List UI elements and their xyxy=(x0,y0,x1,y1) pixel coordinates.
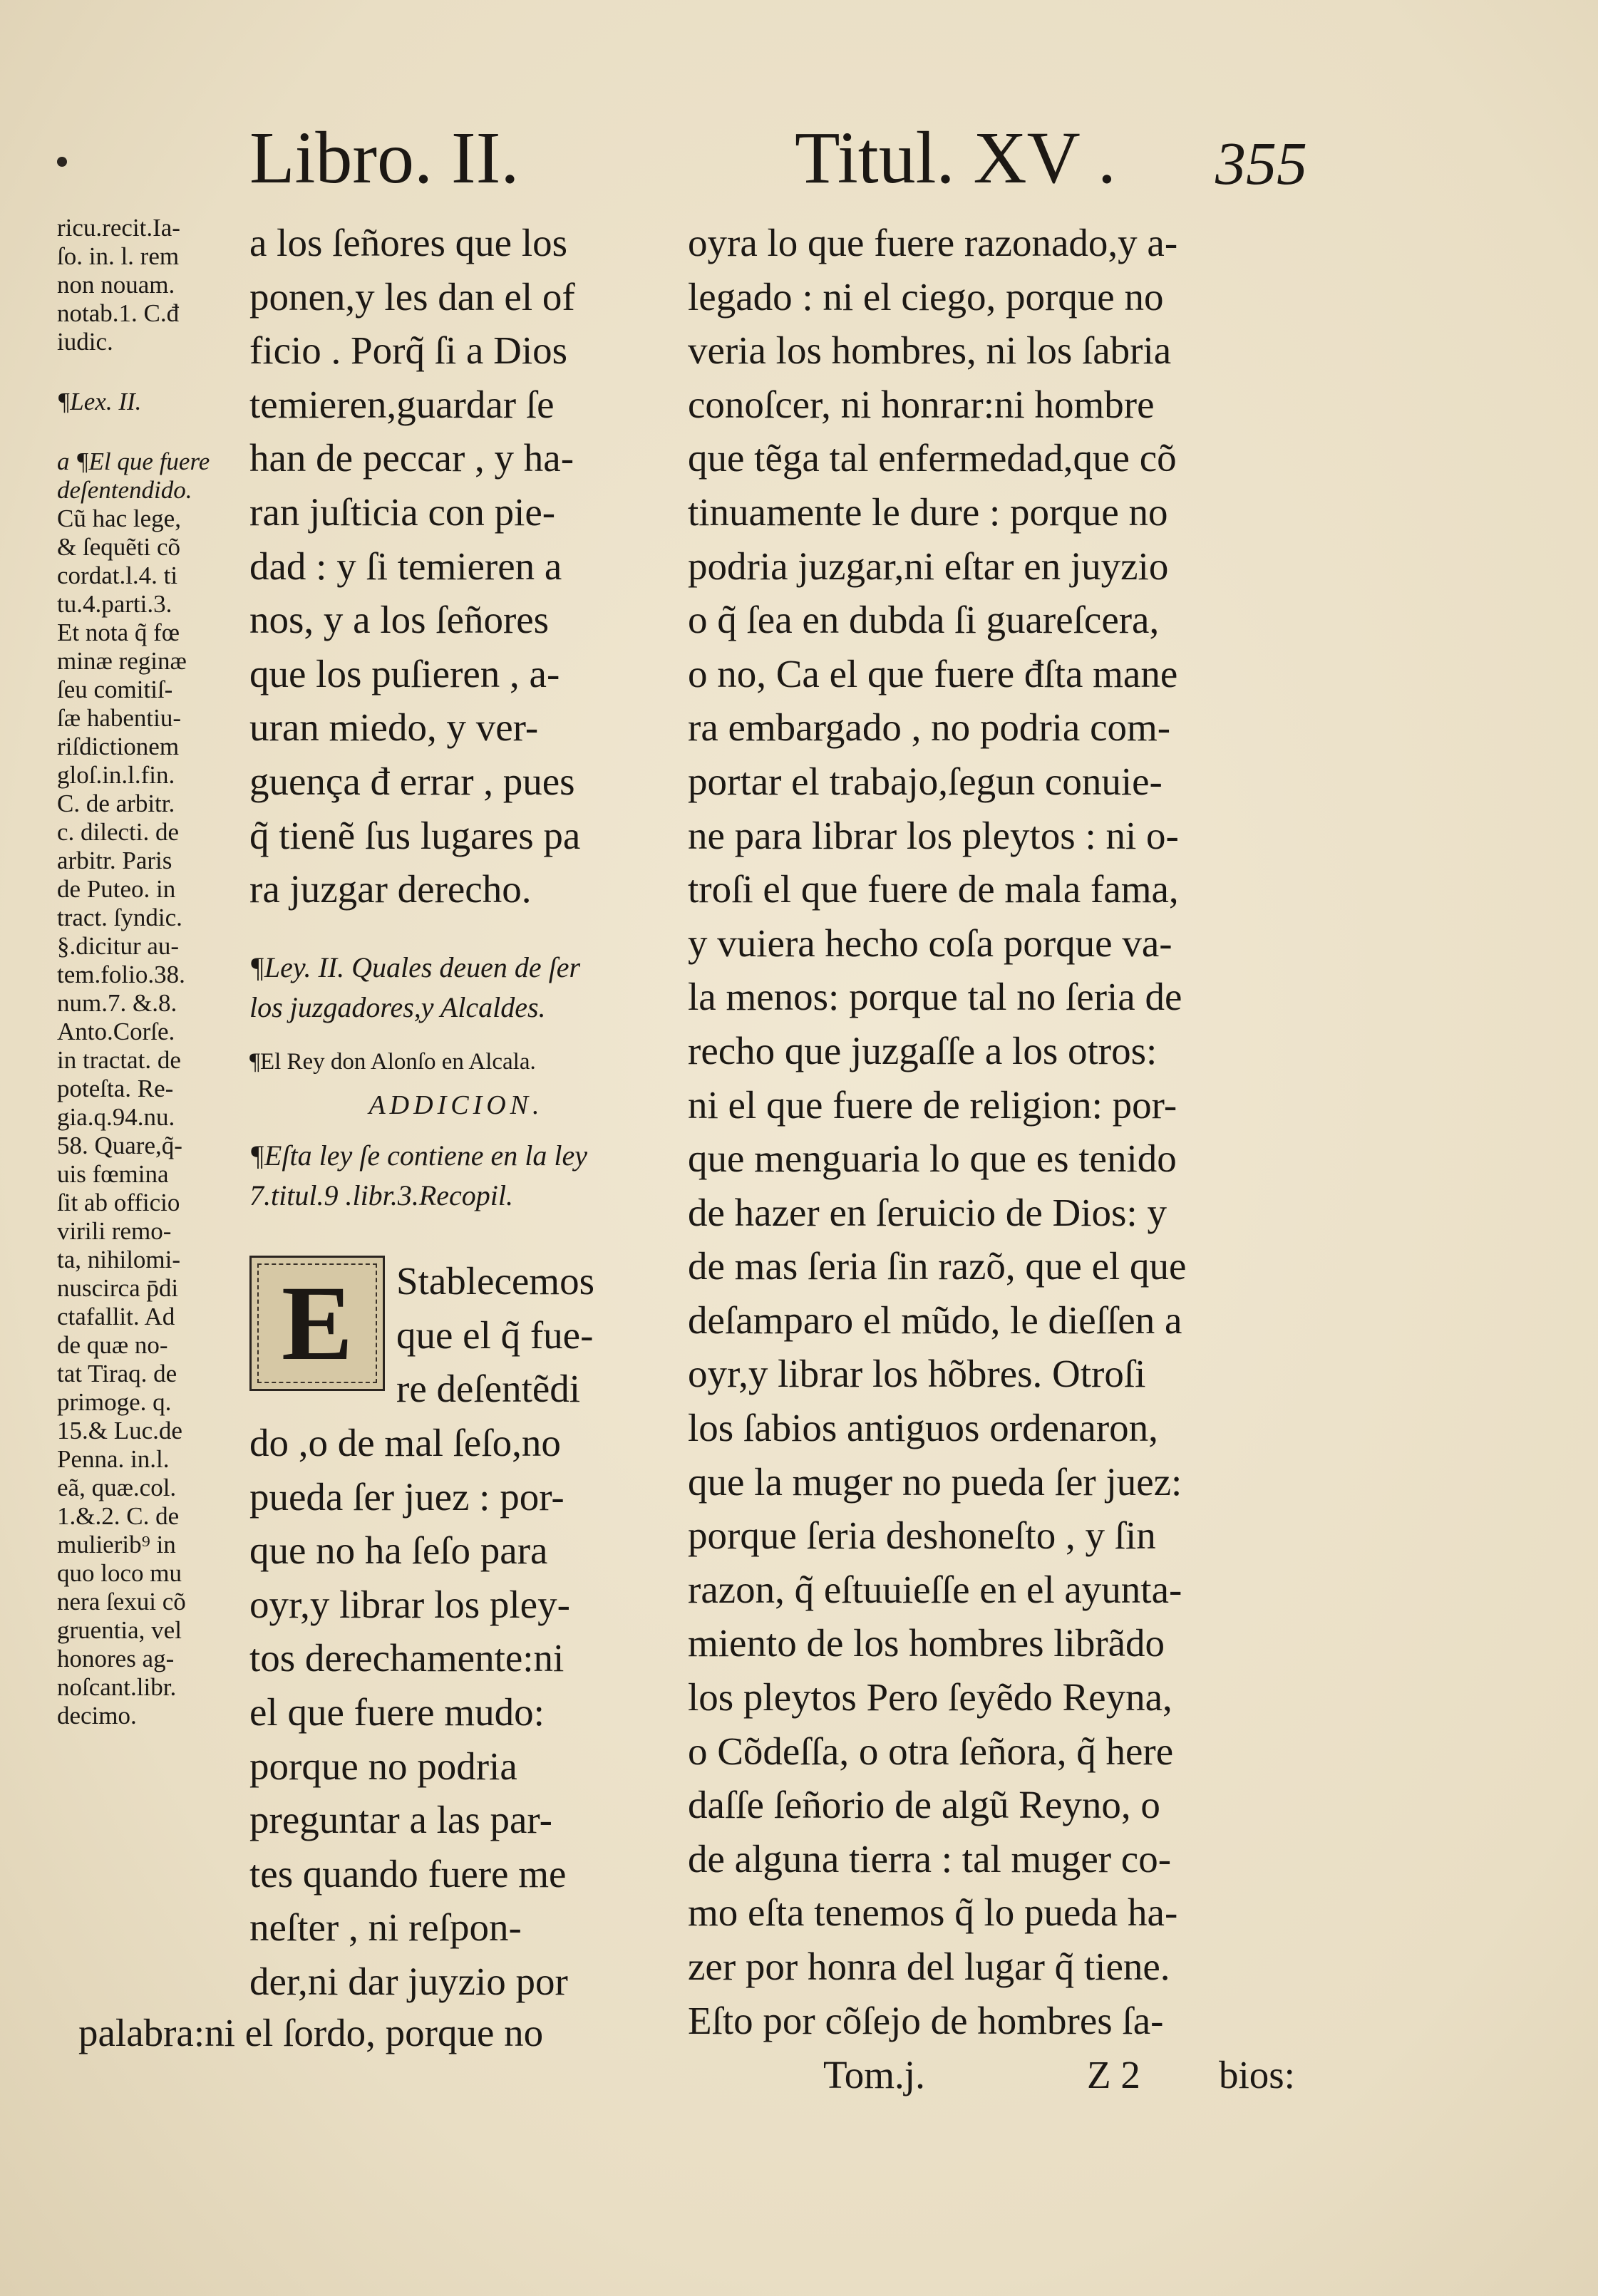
text-line: ficio . Porq̃ ſi a Dios xyxy=(249,329,568,373)
margin-line: Cũ hac lege, xyxy=(57,505,181,532)
text-line: Eſto por cõſejo de hombres ſa- xyxy=(688,1998,1164,2042)
addicion-text xyxy=(249,1136,659,1216)
text-line: dad : y ſi temieren a xyxy=(249,544,562,588)
text-line: pueda ſer juez : por- xyxy=(249,1474,565,1519)
law-heading-line: los juzgadores,y Alcaldes. xyxy=(249,991,546,1023)
margin-line: primoge. q. xyxy=(57,1388,172,1416)
text-line: daſſe ſeñorio de algũ Reyno, o xyxy=(688,1783,1160,1827)
decorated-initial: E xyxy=(249,1256,385,1391)
margin-line: ſeu comitiſ- xyxy=(57,676,173,703)
margin-line: ſo. in. l. rem xyxy=(57,242,180,270)
margin-line: tu.4.parti.3. xyxy=(57,590,172,618)
text-line: el que fuere mudo: xyxy=(249,1690,545,1734)
text-line: y vuiera hecho coſa porque va- xyxy=(688,921,1172,965)
margin-line: tract. ſyndic. xyxy=(57,904,182,931)
text-line: preguntar a las par- xyxy=(249,1798,552,1842)
text-line: q̃ tienẽ ſus lugares pa xyxy=(249,813,581,857)
text-line: o Cõdeſſa, o otra ſeñora, q̃ here xyxy=(688,1729,1174,1773)
margin-line: riſdictionem xyxy=(57,733,180,760)
text-line: mo eſta tenemos q̃ lo pueda ha- xyxy=(688,1891,1178,1935)
text-line: zer por honra del lugar q̃ tiene. xyxy=(688,1945,1170,1988)
marginal-notes xyxy=(57,214,217,1730)
king-note xyxy=(249,1046,659,1077)
margin-line: de quæ no- xyxy=(57,1331,168,1359)
margin-line: eã, quæ.col. xyxy=(57,1474,177,1501)
margin-line: C. de arbitr. xyxy=(57,790,175,817)
text-line: miento de los hombres librãdo xyxy=(688,1621,1165,1665)
margin-line: ta, nihilomi- xyxy=(57,1246,181,1273)
text-line: los pleytos Pero ſeyẽdo Reyna, xyxy=(688,1675,1172,1720)
law-text-left xyxy=(249,1416,659,2009)
text-line: que no ha ſeſo para xyxy=(249,1529,548,1573)
text-line: que tẽga tal enfermedad,que cõ xyxy=(688,436,1177,480)
margin-line: mulierib⁹ in xyxy=(57,1531,176,1558)
text-line: recho que juzgaſſe a los otros: xyxy=(688,1028,1158,1072)
text-line: porque no podria xyxy=(249,1744,517,1788)
margin-line: ricu.recit.Ia- xyxy=(57,214,180,242)
page-footer xyxy=(0,2052,1598,2109)
text-line: que los puſieren , a- xyxy=(249,651,560,695)
text-line: re deſentẽdi xyxy=(396,1367,581,1411)
margin-line: ¶Lex. II. xyxy=(57,388,142,415)
text-line: veria los hombres, ni los ſabria xyxy=(688,329,1172,373)
text-line: ponen,y les dan el of xyxy=(249,274,575,319)
addicion-line: 7.titul.9 .libr.3.Recopil. xyxy=(249,1179,513,1211)
text-line: tos derechamente:ni xyxy=(249,1636,565,1680)
text-line: oyr,y librar los hõbres. Otroſi xyxy=(688,1352,1146,1396)
margin-line: noſcant.libr. xyxy=(57,1673,177,1701)
law-heading-line: ¶Ley. II. Quales deuen de ſer xyxy=(249,951,581,983)
margin-line: & ſequẽti cõ xyxy=(57,533,181,561)
signature-mark: Z 2 xyxy=(1087,2053,1140,2096)
text-line: ni el que fuere de religion: por- xyxy=(688,1082,1177,1127)
margin-line: 15.& Luc.de xyxy=(57,1417,182,1444)
margin-line: cordat.l.4. ti xyxy=(57,562,178,589)
running-head xyxy=(0,114,1598,207)
text-line: oyra lo que fuere razonado,y a- xyxy=(688,221,1178,264)
text-line: razon, q̃ eſtuuieſſe en el ayunta- xyxy=(688,1567,1182,1611)
text-line: neſter , ni reſpon- xyxy=(249,1905,522,1950)
text-line: portar el trabajo,ſegun conuie- xyxy=(688,759,1163,803)
text-line: do ,o de mal ſeſo,no xyxy=(249,1421,561,1464)
text-line: ra juzgar derecho. xyxy=(249,867,532,911)
page-number: 355 xyxy=(1215,129,1307,197)
law-text-beside-initial xyxy=(396,1254,660,1416)
margin-line: uis fœmina xyxy=(57,1160,169,1188)
text-line: a los ſeñores que los xyxy=(249,221,568,264)
margin-line: iudic. xyxy=(57,328,113,356)
margin-line: num.7. &.8. xyxy=(57,989,177,1017)
text-line: tinuamente le dure : porque no xyxy=(688,490,1168,534)
text-line: uran miedo, y ver- xyxy=(249,705,539,750)
king-note-line: ¶El Rey don Alonſo en Alcala. xyxy=(249,1049,536,1075)
margin-line: nuscirca p̄di xyxy=(57,1274,179,1302)
left-last-line: palabra:ni el ſordo, porque no xyxy=(78,2011,544,2054)
margin-line: honores ag- xyxy=(57,1645,175,1672)
text-line: de mas ſeria ſin razõ, que el que xyxy=(688,1244,1187,1288)
law-heading xyxy=(249,948,659,1028)
margin-line: minæ reginæ xyxy=(57,647,187,675)
margin-line: notab.1. C.đ xyxy=(57,299,180,327)
margin-line: de Puteo. in xyxy=(57,875,176,903)
text-line: porque ſeria deshoneſto , y ſin xyxy=(688,1514,1156,1558)
text-line: ne para librar los pleytos : ni o- xyxy=(688,813,1179,857)
addicion-line: ¶Eſta ley ſe contiene en la ley xyxy=(249,1139,588,1172)
text-line: o q̃ ſea en dubda ſi guareſcera, xyxy=(688,598,1160,642)
text-line: temieren,guardar ſe xyxy=(249,382,555,426)
text-line: tes quando fuere me xyxy=(249,1851,567,1896)
margin-line: 58. Quare,q̃- xyxy=(57,1132,182,1159)
margin-line: §.dicitur au- xyxy=(57,932,180,960)
margin-line: ſit ab officio xyxy=(57,1189,180,1216)
margin-line: deſentendido. xyxy=(57,476,192,504)
text-line: la menos: porque tal no ſeria de xyxy=(688,975,1182,1019)
text-line: podria juzgar,ni eſtar en juyzio xyxy=(688,544,1169,588)
text-line: guença đ errar , pues xyxy=(249,759,575,803)
margin-line: in tractat. de xyxy=(57,1046,181,1074)
margin-line: ctafallit. Ad xyxy=(57,1303,175,1330)
margin-line: Et nota q̃ fœ xyxy=(57,619,180,646)
margin-line: gia.q.94.nu. xyxy=(57,1103,175,1131)
text-line: legado : ni el ciego, porque no xyxy=(688,274,1164,319)
text-line: Stablecemos xyxy=(396,1259,594,1303)
text-line: ra embargado , no podria com- xyxy=(688,705,1171,750)
addicion-heading xyxy=(282,1087,631,1123)
text-line: que la muger no pueda ſer juez: xyxy=(688,1459,1182,1504)
left-column-top xyxy=(249,216,656,916)
text-line: de alguna tierra : tal muger co- xyxy=(688,1836,1172,1881)
text-line: han de peccar , y ha- xyxy=(249,436,574,480)
margin-line: tat Tiraq. de xyxy=(57,1360,177,1387)
text-line: que el q̃ fue- xyxy=(396,1313,594,1357)
margin-line: virili remo- xyxy=(57,1217,172,1245)
margin-line: Anto.Corſe. xyxy=(57,1018,175,1045)
right-column xyxy=(688,216,1319,2047)
text-line: der,ni dar juyzio por xyxy=(249,1959,568,2003)
margin-line: non nouam. xyxy=(57,271,175,299)
volume-mark: Tom.j. xyxy=(823,2053,925,2096)
margin-gap xyxy=(57,356,217,388)
margin-line: 1.&.2. C. de xyxy=(57,1502,180,1530)
text-line: de hazer en ſeruicio de Dios: y xyxy=(688,1190,1167,1234)
margin-line: arbitr. Paris xyxy=(57,847,172,874)
text-line: que menguaria lo que es tenido xyxy=(688,1137,1177,1181)
addicion-title: ADDICION. xyxy=(368,1090,544,1120)
text-line: deſamparo el mũdo, le dieſſen a xyxy=(688,1298,1182,1342)
margin-line: quo loco mu xyxy=(57,1559,182,1587)
margin-line: gloſ.in.l.fin. xyxy=(57,761,175,789)
title-label: Titul. XV . xyxy=(795,117,1116,199)
margin-line: tem.folio.38. xyxy=(57,961,185,988)
margin-line: poteſta. Re- xyxy=(57,1075,174,1102)
text-line: o no, Ca el que fuere đſta mane xyxy=(688,651,1178,695)
margin-line: c. dilecti. de xyxy=(57,818,180,846)
text-line: ran juſticia con pie- xyxy=(249,490,556,534)
margin-line: a ¶El que fuere xyxy=(57,448,210,475)
margin-line: decimo. xyxy=(57,1702,137,1729)
text-line: troſi el que fuere de mala fama, xyxy=(688,867,1179,911)
book-label: Libro. II. xyxy=(249,117,520,199)
margin-line: gruentia, vel xyxy=(57,1616,182,1644)
margin-line: nera ſexui cõ xyxy=(57,1588,186,1615)
text-line: oyr,y librar los pley- xyxy=(249,1582,570,1626)
margin-line: Penna. in.l. xyxy=(57,1445,170,1473)
margin-gap xyxy=(57,416,217,448)
text-line: los ſabios antiguos ordenaron, xyxy=(688,1406,1158,1450)
catchword: bios: xyxy=(1219,2053,1295,2096)
text-line: conoſcer, ni honrar:ni hombre xyxy=(688,382,1155,426)
margin-line: ſæ habentiu- xyxy=(57,704,181,732)
ornament-dot xyxy=(57,157,67,167)
text-line: nos, y a los ſeñores xyxy=(249,598,550,642)
